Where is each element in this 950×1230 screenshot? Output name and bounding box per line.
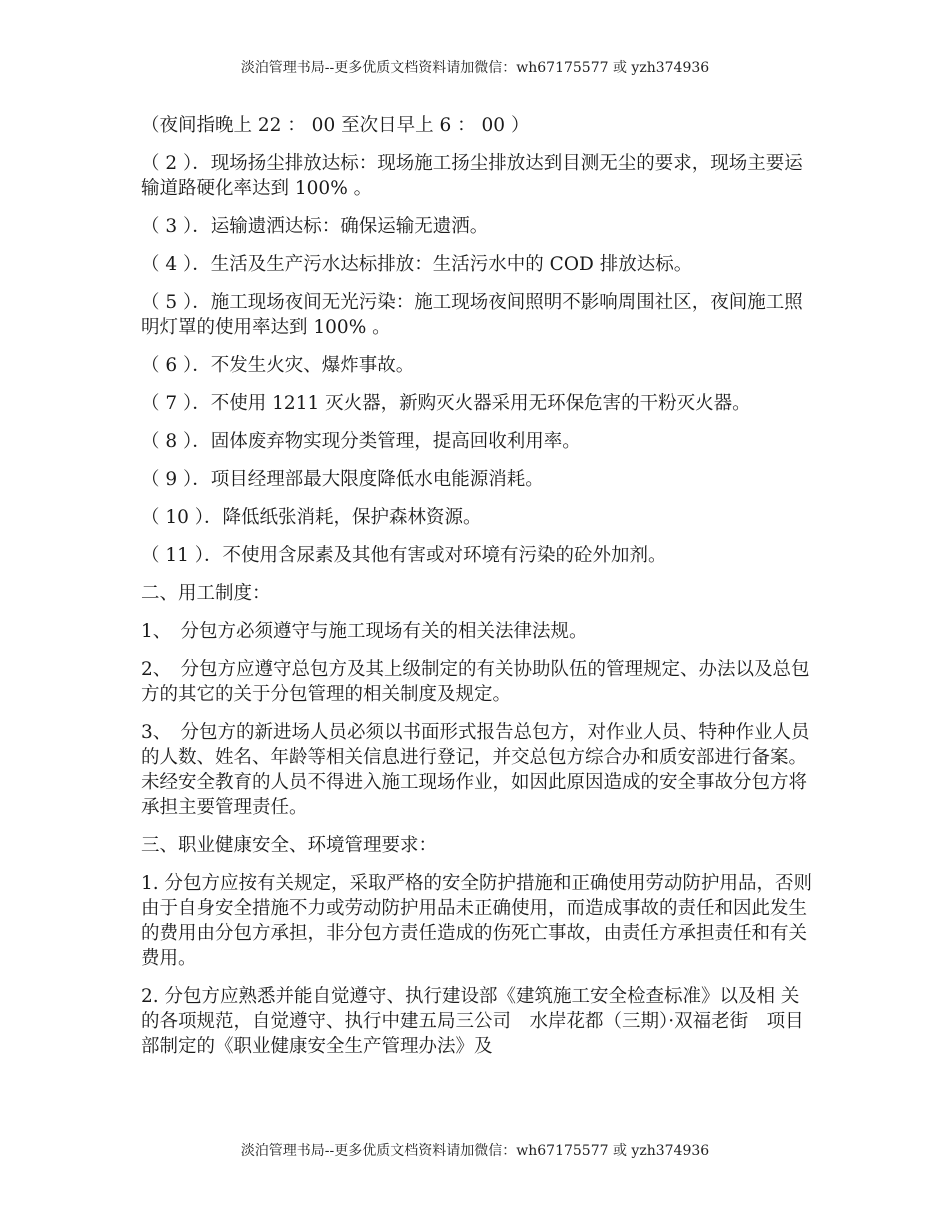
paragraph-item-11: （ 11 ）．不使用含尿素及其他有害或对环境有污染的砼外加剂。 <box>141 545 667 566</box>
paragraph-ohs-1: 1. 分包方应按有关规定，采取严格的安全防护措施和正确使用劳动防护用品，否则由于自身安全措施不力或劳动防护用品未正确使用，而造成事故的责任和因此发生的费用由分包方承担，非分包方责任造成的伤死亡事故，由责任方承担责任和有关费用。 <box>141 873 813 969</box>
paragraph-item-10: （ 10 ）．降低纸张消耗，保护森林资源。 <box>141 507 482 528</box>
paragraph-item-2: （ 2 ）．现场扬尘排放达标：现场施工扬尘排放达到目测无尘的要求，现场主要运输道路硬化率达到 100% 。 <box>141 153 803 199</box>
paragraph-item-5: （ 5 ）．施工现场夜间无光污染：施工现场夜间照明不影响周围社区，夜间施工照明灯罩的使用率达到 100% 。 <box>141 292 803 338</box>
section-heading-employment: 二、用工制度： <box>141 583 271 604</box>
paragraph-employment-3: 3、 分包方的新进场人员必须以书面形式报告总包方，对作业人员、特种作业人员的人数、姓名、年龄等相关信息进行登记，并交总包方综合办和质安部进行备案。未经安全教育的人员不得进入施工现场作业，如因此原因造成的安全事故分包方将承担主要管理责任。 <box>141 722 810 818</box>
page-header: 淡泊管理书局--更多优质文档资料请加微信：wh67175577 或 yzh374936 <box>240 60 710 76</box>
page-footer: 淡泊管理书局--更多优质文档资料请加微信：wh67175577 或 yzh374936 <box>240 1143 710 1159</box>
paragraph-item-3: （ 3 ）．运输遗洒达标：确保运输无遗洒。 <box>141 216 489 237</box>
paragraph-ohs-2: 2. 分包方应熟悉并能自觉遵守、执行建设部《建筑施工安全检查标准》以及相 关的各项规范，自觉遵守、执行中建五局三公司 水岸花都（三期）·双福老街 项目部制定的《职业健康安全生产管理办法》及 <box>141 986 804 1057</box>
section-heading-ohs: 三、职业健康安全、环境管理要求： <box>141 835 438 856</box>
paragraph-employment-2: 2、 分包方应遵守总包方及其上级制定的有关协助队伍的管理规定、办法以及总包方的其它的关于分包管理的相关制度及规定。 <box>141 659 810 705</box>
paragraph-item-6: （ 6 ）．不发生火灾、爆炸事故。 <box>141 355 415 376</box>
paragraph-item-4: （ 4 ）．生活及生产污水达标排放：生活污水中的 COD 排放达标。 <box>141 254 693 275</box>
paragraph-employment-1: 1、 分包方必须遵守与施工现场有关的相关法律法规。 <box>141 621 588 642</box>
paragraph-item-9: （ 9 ）．项目经理部最大限度降低水电能源消耗。 <box>141 469 544 490</box>
paragraph-item-7: （ 7 ）．不使用 1211 灭火器，新购灭火器采用无环保危害的干粉灭火器。 <box>141 393 751 414</box>
paragraph-night-hours: （夜间指晚上 22 ： 00 至次日早上 6 ： 00 ） <box>141 115 530 136</box>
document-body <box>141 113 813 1072</box>
paragraph-item-8: （ 8 ）．固体废弃物实现分类管理，提高回收利用率。 <box>141 431 581 452</box>
